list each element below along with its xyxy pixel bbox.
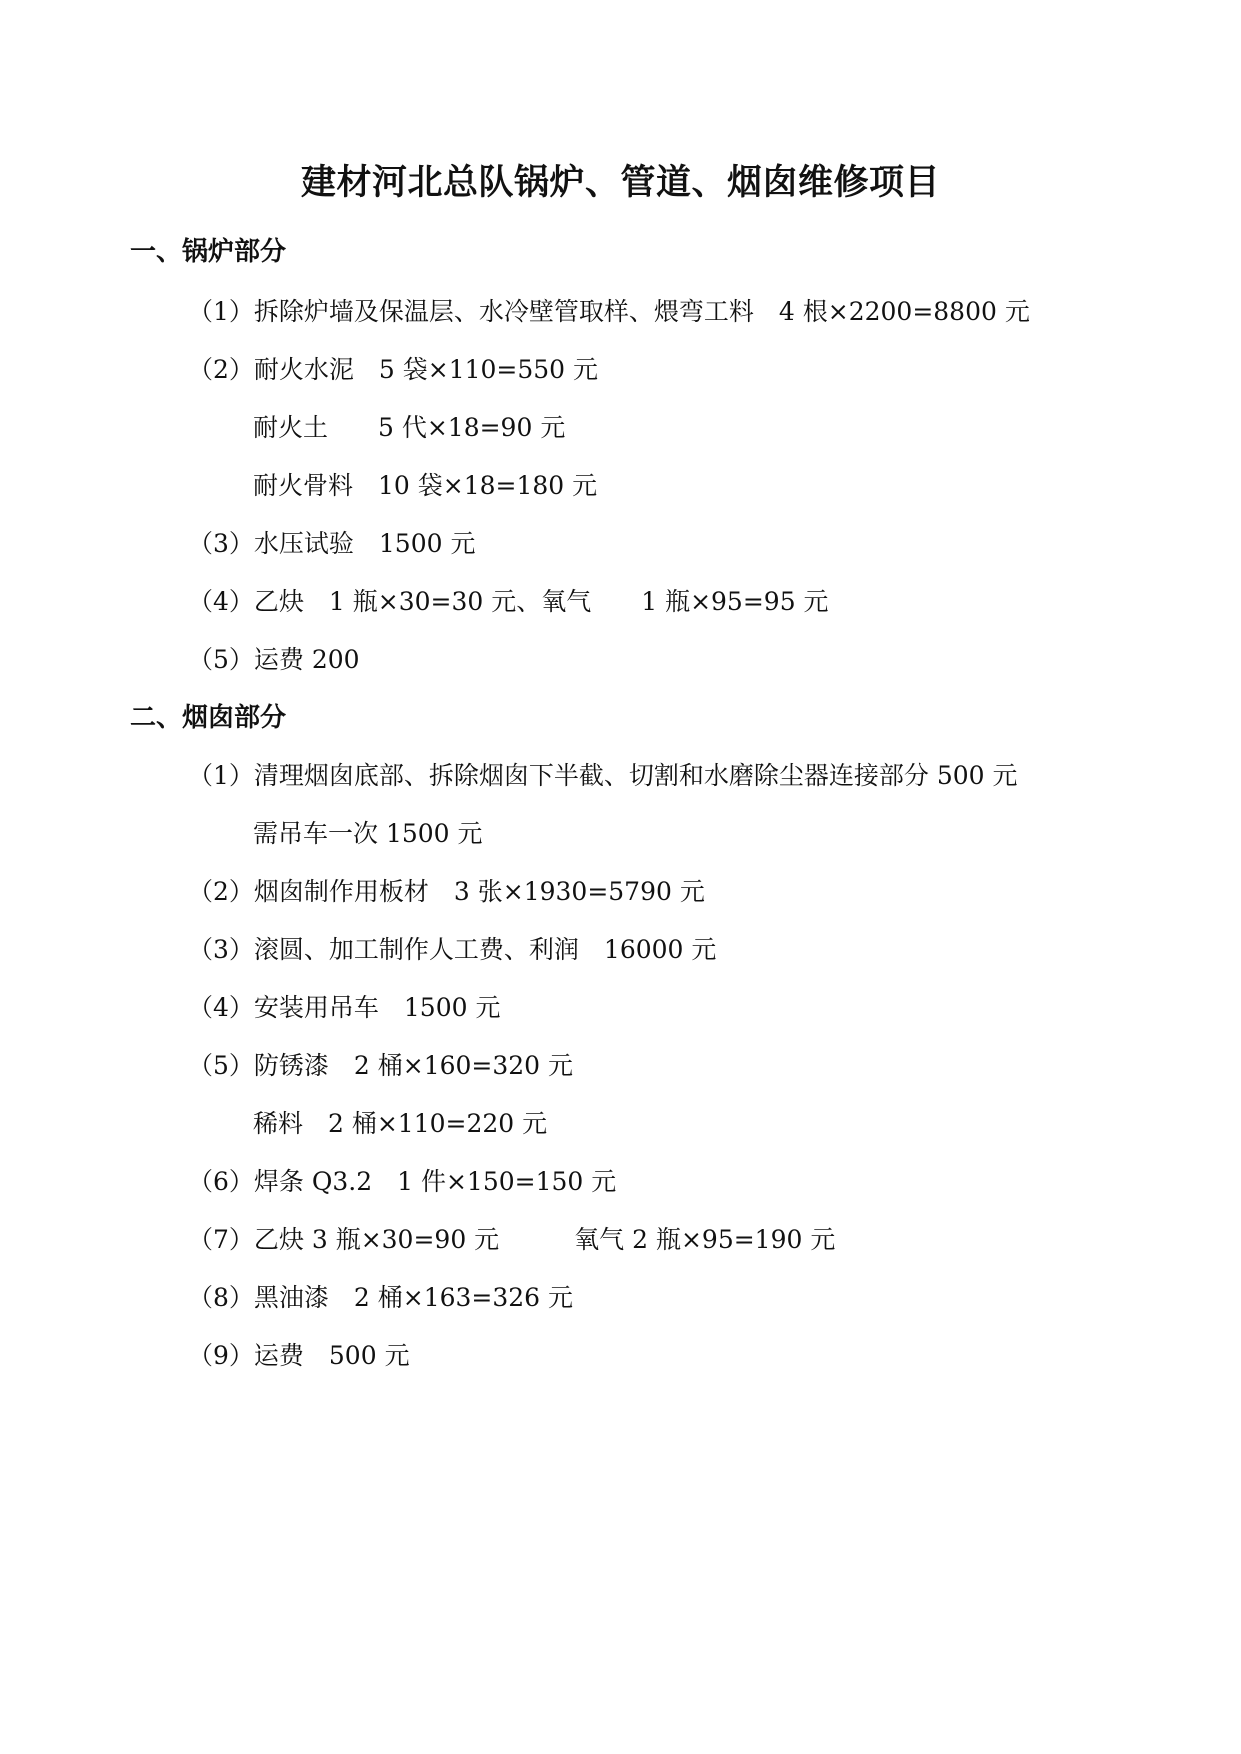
chimney-item-6: （6）焊条 Q3.2 1 件×150=150 元 — [188, 1167, 617, 1196]
chimney-item-1-sub: 需吊车一次 1500 元 — [253, 819, 483, 848]
chimney-item-1: （1）清理烟囱底部、拆除烟囱下半截、切割和水磨除尘器连接部分 500 元 — [188, 761, 1018, 790]
chimney-item-8: （8）黑油漆 2 桶×163=326 元 — [188, 1283, 574, 1312]
chimney-item-5-sub: 稀料 2 桶×110=220 元 — [253, 1109, 548, 1138]
chimney-item-4: （4）安装用吊车 1500 元 — [188, 993, 501, 1022]
boiler-item-2: （2）耐火水泥 5 袋×110=550 元 — [188, 355, 599, 384]
chimney-item-9: （9）运费 500 元 — [188, 1341, 410, 1370]
section-heading-boiler: 一、锅炉部分 — [130, 237, 287, 267]
boiler-item-5: （5）运费 200 — [188, 645, 360, 674]
chimney-item-3: （3）滚圆、加工制作人工费、利润 16000 元 — [188, 935, 717, 964]
boiler-item-1: （1）拆除炉墙及保温层、水冷壁管取样、煨弯工料 4 根×2200=8800 元 — [188, 297, 1030, 326]
chimney-item-5: （5）防锈漆 2 桶×160=320 元 — [188, 1051, 574, 1080]
document-title: 建材河北总队锅炉、管道、烟囱维修项目 — [300, 163, 940, 203]
chimney-item-7: （7）乙炔 3 瓶×30=90 元 氧气 2 瓶×95=190 元 — [188, 1225, 836, 1254]
section-heading-chimney: 二、烟囱部分 — [130, 703, 287, 733]
boiler-item-2-sub-1: 耐火土 5 代×18=90 元 — [253, 413, 566, 442]
boiler-item-4: （4）乙炔 1 瓶×30=30 元、氧气 1 瓶×95=95 元 — [188, 587, 829, 616]
boiler-item-2-sub-2: 耐火骨料 10 袋×18=180 元 — [253, 471, 598, 500]
boiler-item-3: （3）水压试验 1500 元 — [188, 529, 476, 558]
chimney-item-2: （2）烟囱制作用板材 3 张×1930=5790 元 — [188, 877, 705, 906]
